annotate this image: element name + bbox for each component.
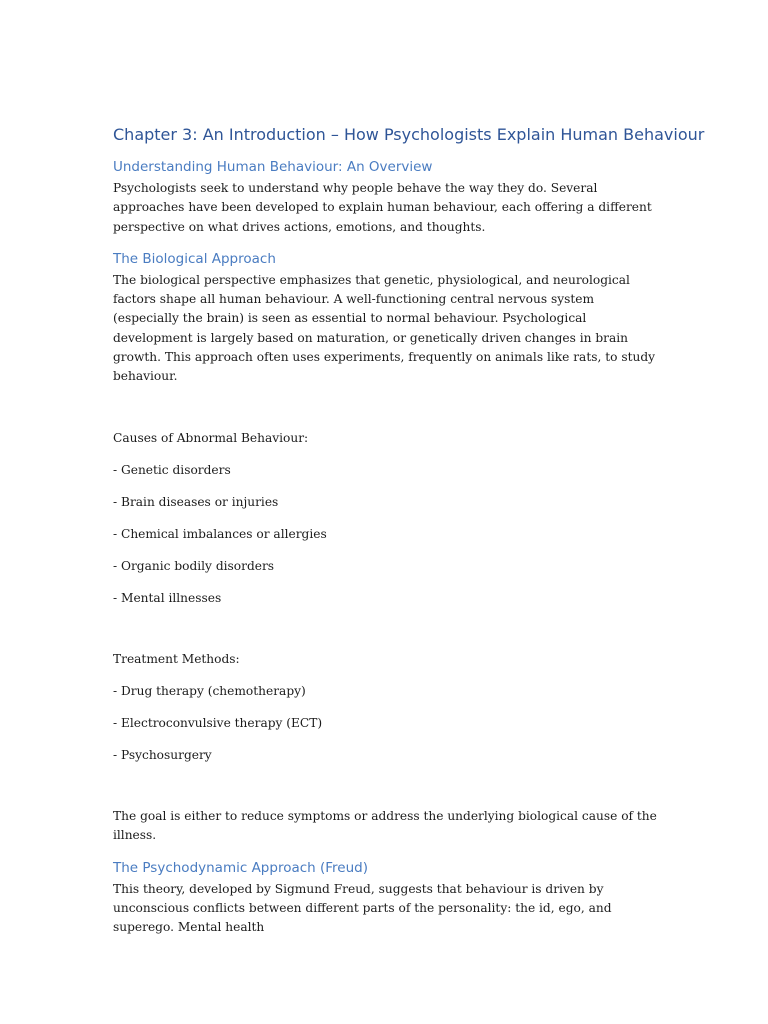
list-item: - Mental illnesses xyxy=(113,590,222,605)
spacer xyxy=(113,237,658,250)
section-heading-psychodynamic: The Psychodynamic Approach (Freud) xyxy=(113,859,368,876)
psychodynamic-paragraph: This theory, developed by Sigmund Freud, suggests that behaviour is driven by unconscious conflicts between different parts of the personality: the id, ego, and superego. Mental health xyxy=(113,881,612,935)
overview-paragraph: Psychologists seek to understand why people behave the way they do. Several approaches have been developed to explain human behaviour, each offering a different perspective on what drives actions, emotions, and thoughts. xyxy=(113,181,652,234)
list-item: - Drug therapy (chemotherapy) xyxy=(113,683,306,698)
list-item: - Psychosurgery xyxy=(113,747,212,762)
list-item: - Brain diseases or injuries xyxy=(113,494,279,509)
causes-label: Causes of Abnormal Behaviour: xyxy=(113,430,309,445)
section-heading-overview: Understanding Human Behaviour: An Overview xyxy=(113,159,433,175)
biological-paragraph: The biological perspective emphasizes that genetic, physiological, and neurological factors shape all human behaviour. A well-functioning central nervous system (especially the brain) is seen as essential to normal behaviour. Psychological development is largely based on maturation, or genetically driven changes in brain growth. This approach often uses experiments, frequently on animals like rats, to study behaviour. xyxy=(113,272,656,384)
spacer xyxy=(113,608,658,650)
section-heading-biological: The Biological Approach xyxy=(113,250,276,267)
goal-paragraph: The goal is either to reduce symptoms or address the underlying biological cause of the illness. xyxy=(113,809,657,843)
spacer xyxy=(113,765,658,807)
list-item: - Electroconvulsive therapy (ECT) xyxy=(113,715,323,730)
list-item: - Genetic disorders xyxy=(113,462,231,477)
chapter-title: Chapter 3: An Introduction – How Psychologists Explain Human Behaviour xyxy=(113,125,705,144)
list-item: - Organic bodily disorders xyxy=(113,558,275,573)
spacer xyxy=(113,387,658,429)
treatment-label: Treatment Methods: xyxy=(113,651,240,666)
document-page xyxy=(113,122,705,938)
list-item: - Chemical imbalances or allergies xyxy=(113,526,327,541)
spacer xyxy=(113,846,658,859)
